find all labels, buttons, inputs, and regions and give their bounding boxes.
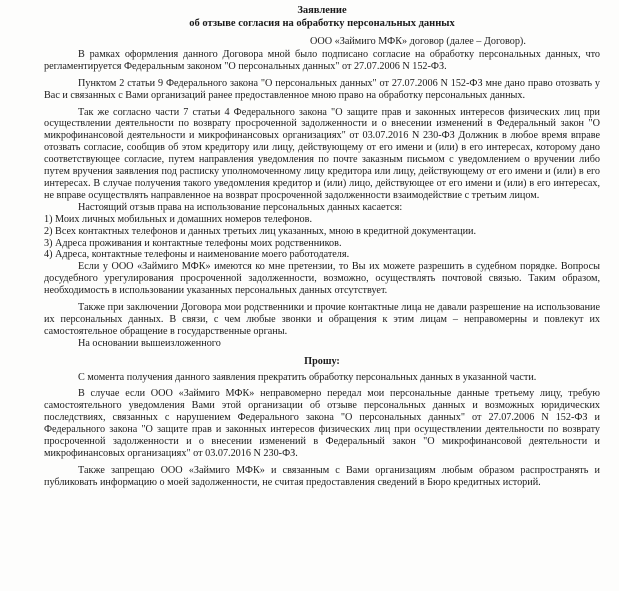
request-heading: Прошу:	[304, 355, 340, 367]
document-subtitle: об отзыве согласия на обработку персональных данных	[189, 17, 455, 29]
paragraph-stop-processing: С момента получения данного заявления прекратить обработку персональных данных в указанной части.	[78, 371, 537, 383]
paragraph-revocation-scope: Настоящий отзыв права на использование персональных данных касается:	[78, 201, 403, 213]
paragraph-relatives: Также при заключении Договора мои родственники и прочие контактные лица не давали разрешение на использование их персональных данных. В связи, с чем любые звонки и обращения к этим лицам – неправомерны и повлекут их самостоятельное обращение в государственные органы.	[44, 302, 600, 337]
paragraph-prohibition: Также запрещаю ООО «Займиго МФК» и связанным с Вами организациям любым образом распространять и публиковать информацию о моей задолженности, не считая предоставления сведений в Бюро кредитных историй.	[44, 464, 600, 488]
paragraph-right-to-revoke: Пунктом 2 статьи 9 Федерального закона "О персональных данных" от 27.07.2006 N 152-ФЗ мне дано право отозвать у Вас и связанных с Вами организаций ранее предоставленное мною право на обработку персональных данных.	[44, 77, 600, 101]
addressee-line: ООО «Займиго МФК» договор (далее – Договор).	[310, 36, 526, 47]
document-body	[44, 5, 600, 489]
document-title: Заявление	[297, 5, 347, 16]
list-item: 4) Адреса, контактные телефоны и наименование моего работодателя.	[44, 249, 350, 261]
paragraph-third-party: В случае если ООО «Займиго МФК» неправомерно передал мои персональные данные третьему лицу, требую самостоятельного уведомления Вами этой организации об отзыве персональных данных и возможных юридических последствиях, связанных с нарушением Федерального закона "О персональных данных" от 27.07.2006 N 152-ФЗ и Федерального закона "О защите прав и законных интересов физических лиц при осуществлении деятельности по возврату просроченной задолженности и о внесении изменений в Федеральный закон "О микрофинансовой деятельности и микрофинансовых организациях" от 03.07.2016 N 230-ФЗ.	[44, 388, 600, 459]
paragraph-consent-signed: В рамках оформления данного Договора мной было подписано согласие на обработку персональных данных, что регламентируется Федеральным законом "О персональных данных" от 27.07.2006 N 152-ФЗ.	[44, 48, 600, 72]
list-item: 2) Всех контактных телефонов и данных третьих лиц указанных, мною в кредитной документации.	[44, 225, 477, 237]
paragraph-basis: На основании вышеизложенного	[78, 337, 221, 349]
list-item: 3) Адреса проживания и контактные телефоны моих родственников.	[44, 237, 342, 249]
paragraph-law-230: Так же согласно части 7 статьи 4 Федерального закона "О защите прав и законных интересов физических лиц при осуществлении деятельности по возврату просроченной задолженности и о внесении изменений в Федеральный закон "О микрофинансовой деятельности и микрофинансовых организациях" от 03.07.2016 N 230-ФЗ Должник в любое время вправе отозвать согласие, сообщив об этом кредитору или лицу, действующему от его имени и (или) в его интересах, которому дано соответствующее согласие, путем направления уведомления по почте заказным письмом с уведомлением о вручении либо путем вручения заявления под расписку уполномоченному лицу кредитора или лицу, действующему от его имени и (или) в его интересах. В случае получения такого уведомления кредитор и (или) лицо, действующее от его имени и (или) в его интересах, не вправе осуществлять направленное на возврат просроченной задолженности взаимодействие с третьим лицом.	[44, 106, 600, 201]
list-item: 1) Моих личных мобильных и домашних номеров телефонов.	[44, 213, 312, 225]
paragraph-claims: Если у ООО «Займиго МФК» имеются ко мне претензии, то Вы их можете разрешить в судебном порядке. Вопросы досудебного урегулирования просроченной задолженности, возможно, осуществлять почтовой связью. Таким образом, необходимость в использовании указанных персональных данных отсутствует.	[44, 261, 600, 297]
